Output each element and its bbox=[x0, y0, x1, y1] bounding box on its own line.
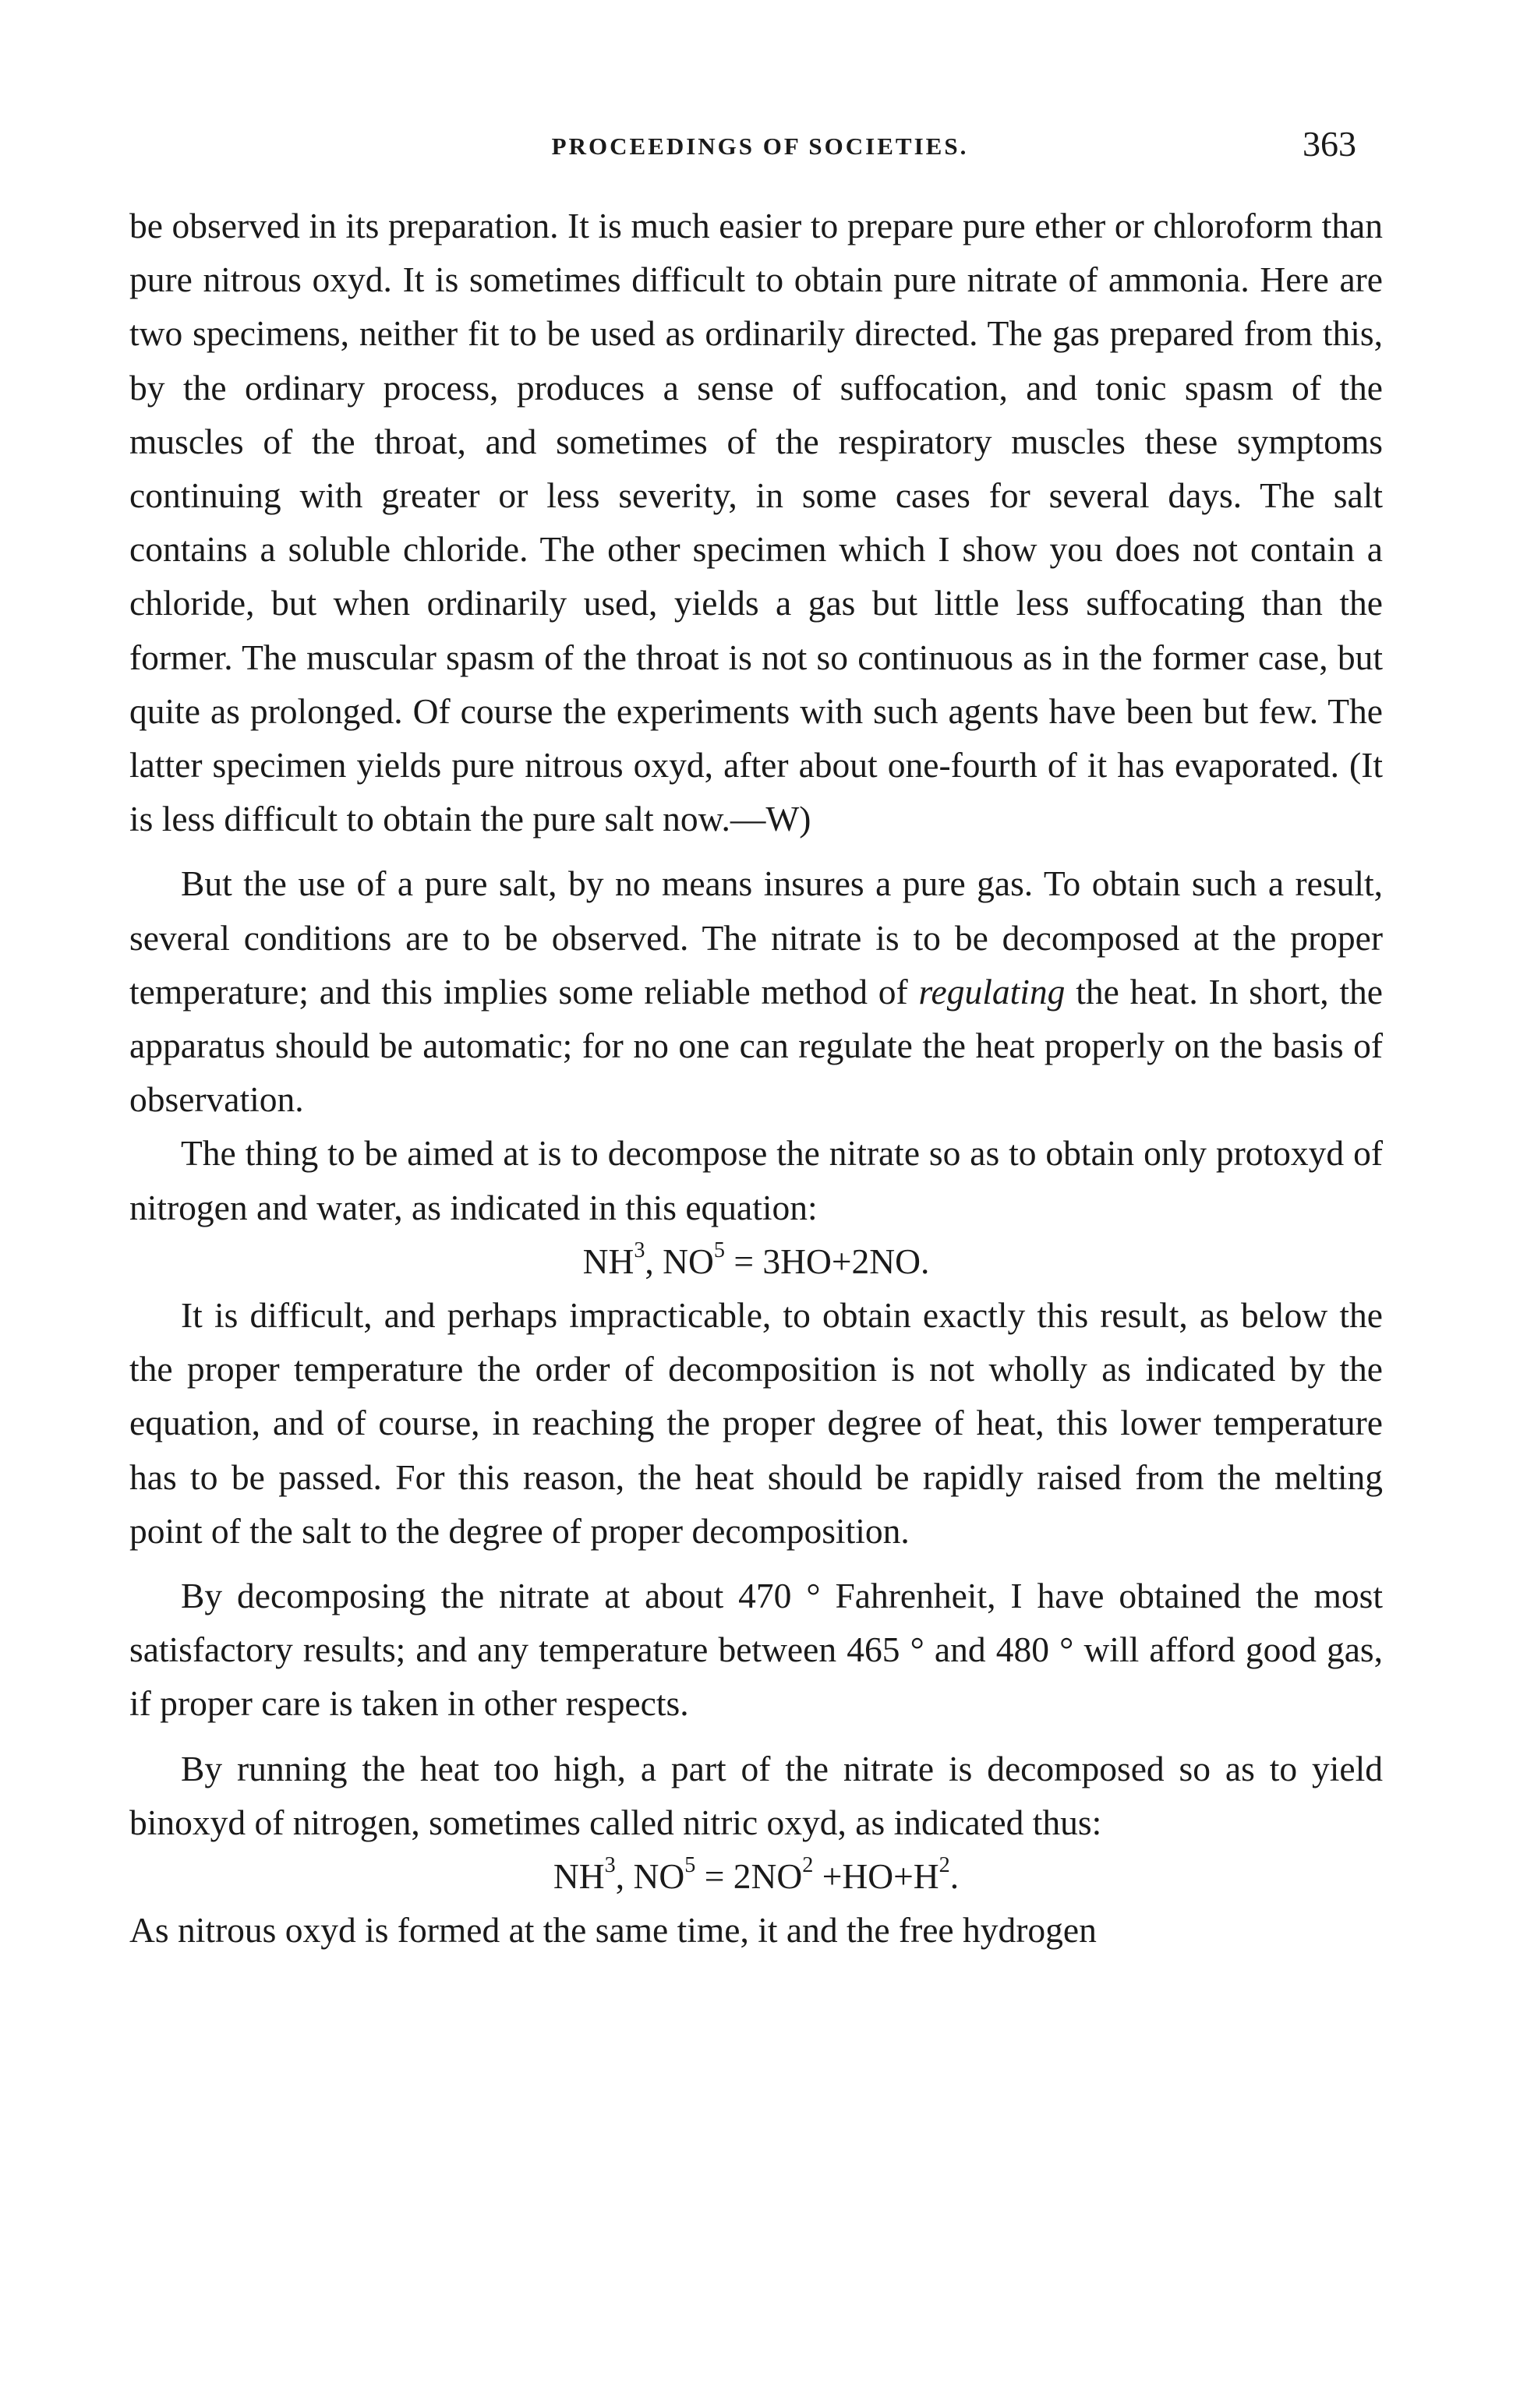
eq2-part-e: . bbox=[949, 1856, 960, 1897]
eq1-part-c: = 3HO+2NO. bbox=[725, 1241, 930, 1281]
eq2-sup-b: 5 bbox=[684, 1852, 696, 1877]
page-number: 363 bbox=[1303, 124, 1356, 164]
eq2-part-c: = 2NO bbox=[695, 1856, 803, 1897]
equation-1 bbox=[129, 1234, 1383, 1288]
eq2-sup-d: 2 bbox=[939, 1852, 950, 1877]
paragraph-2-text-a: But the use of a pure salt, by no means insures a pure gas. To obtain such a result, several conditions are to be observed. The nitrate is to be decomposed at the proper temperature; and this implies some reliable method of bbox=[129, 863, 1383, 1012]
eq2-sup-c: 2 bbox=[802, 1852, 814, 1877]
paragraph-5: By decomposing the nitrate at about 470 ° Fahrenheit, I have obtained the most satisfactory results; and any temperature between 465 ° and 480 ° will afford good gas, if proper care is taken in other respects. bbox=[129, 1576, 1383, 1724]
eq1-sup-a: 3 bbox=[634, 1238, 645, 1262]
eq2-part-d: +HO+H bbox=[813, 1856, 939, 1897]
paragraph-3: The thing to be aimed at is to decompose the nitrate so as to obtain only protoxyd of nitrogen and water, as indicated in this equation: bbox=[129, 1133, 1383, 1227]
running-head bbox=[0, 123, 1520, 170]
paragraph-2 bbox=[129, 856, 1383, 1126]
running-title: PROCEEDINGS OF SOCIETIES. bbox=[551, 132, 969, 160]
paragraph-6: By running the heat too high, a part of the nitrate is decomposed so as to yield binoxyd of nitrogen, sometimes called nitric oxyd, as indicated thus: bbox=[129, 1748, 1383, 1842]
equation-2 bbox=[129, 1849, 1383, 1903]
body-text bbox=[129, 199, 1383, 1958]
eq2-part-b: , NO bbox=[615, 1856, 685, 1897]
eq1-sup-b: 5 bbox=[713, 1238, 725, 1262]
paragraph-2-text-b: the heat. In short, the apparatus should be automatic; for no one can regulate the heat properly on the basis of observation. bbox=[129, 971, 1383, 1120]
eq1-part-a: NH bbox=[582, 1241, 635, 1281]
emphasis-regulating: regulating bbox=[918, 971, 1066, 1012]
eq2-part-a: NH bbox=[553, 1856, 605, 1897]
paragraph-7: As nitrous oxyd is formed at the same time, it and the free hydrogen bbox=[129, 1910, 1097, 1951]
eq2-sup-a: 3 bbox=[604, 1852, 616, 1877]
paragraph-1: be observed in its preparation. It is much easier to prepare pure ether or chloroform than pure nitrous oxyd. It is sometimes difficult to obtain pure nitrate of ammonia. Here are two specimens, neither fit to be used as ordinarily directed. The gas prepared from this, by the ordinary process, produces a sense of suffocation, and tonic spasm of the muscles of the throat, and sometimes of the respiratory muscles these symptoms continuing with greater or less severity, in some cases for several days. The salt contains a soluble chloride. The other specimen which I show you does not contain a chloride, but when ordinarily used, yields a gas but little less suffocating than the former. The muscular spasm of the throat is not so continuous as in the former case, but quite as prolonged. Of course the experiments with such agents have been but few. The latter specimen yields pure nitrous oxyd, after about one-fourth of it has evaporated. (It is less difficult to obtain the pure salt now.—W) bbox=[129, 206, 1383, 839]
paragraph-4: It is difficult, and perhaps impracticable, to obtain exactly this result, as below the the proper temperature the order of decomposition is not wholly as indicated by the equation, and of course, in reaching the proper degree of heat, this lower temperature has to be passed. For this reason, the heat should be rapidly raised from the melting point of the salt to the degree of proper decomposition. bbox=[129, 1295, 1383, 1551]
eq1-part-b: , NO bbox=[645, 1241, 714, 1281]
